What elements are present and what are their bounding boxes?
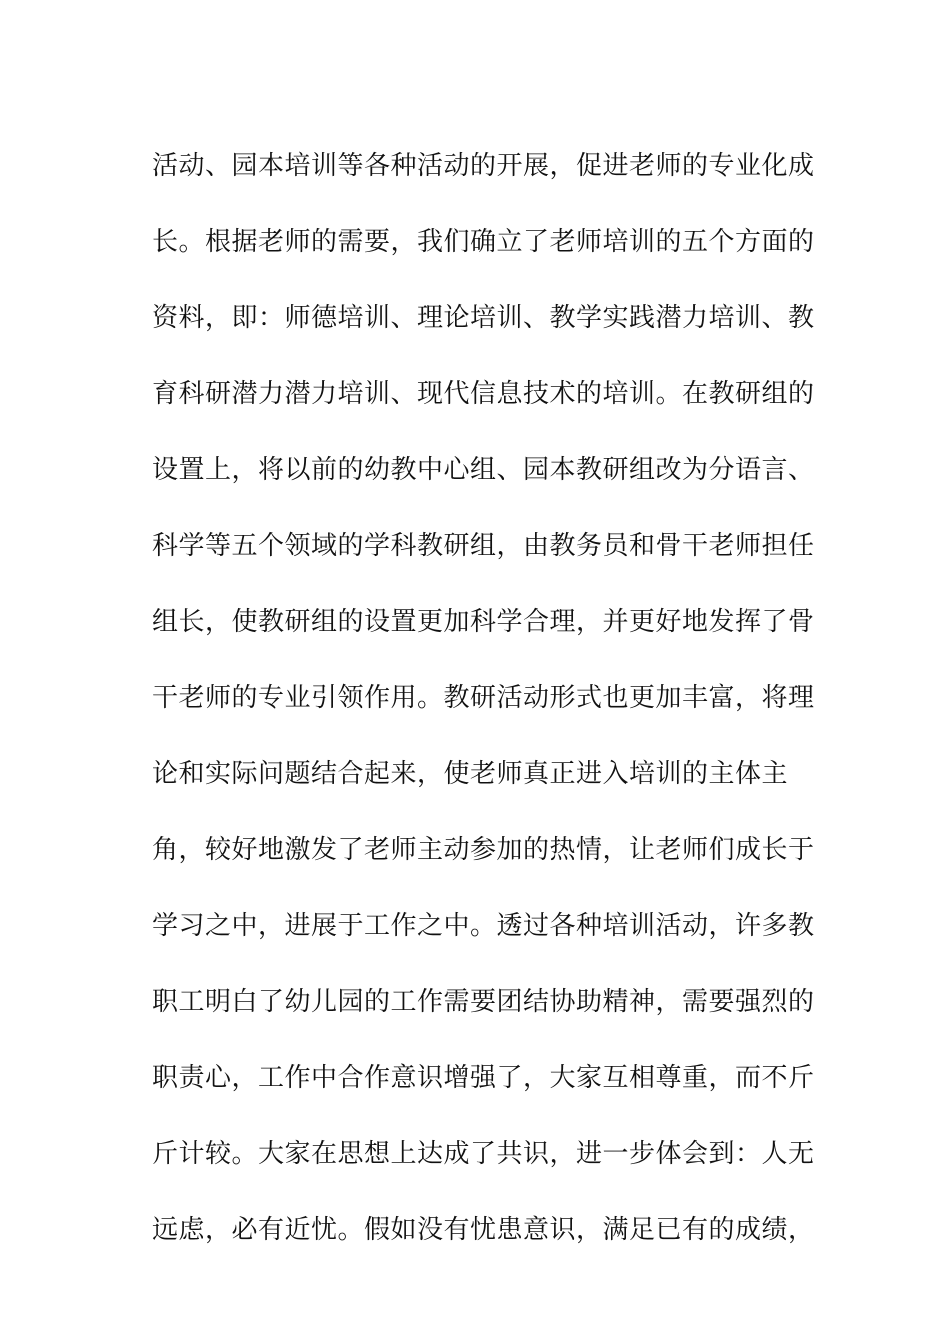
text-line: 职工明白了幼儿园的工作需要团结协助精神，需要强烈的 <box>152 987 815 1017</box>
text-line: 资料，即：师德培训、理论培训、教学实践潜力培训、教 <box>152 303 815 333</box>
text-line: 斤计较。大家在思想上达成了共识，进一步体会到：人无 <box>152 1139 815 1169</box>
text-line: 远虑，必有近忧。假如没有忧患意识，满足已有的成绩， <box>152 1215 815 1245</box>
text-line: 科学等五个领域的学科教研组，由教务员和骨干老师担任 <box>152 531 815 561</box>
text-line: 学习之中，进展于工作之中。透过各种培训活动，许多教 <box>152 911 815 941</box>
text-line: 论和实际问题结合起来，使老师真正进入培训的主体主 <box>152 759 789 789</box>
text-line: 职责心，工作中合作意识增强了，大家互相尊重，而不斤 <box>152 1063 815 1093</box>
text-line: 活动、园本培训等各种活动的开展，促进老师的专业化成 <box>152 151 815 181</box>
text-line: 干老师的专业引领作用。教研活动形式也更加丰富，将理 <box>152 683 815 713</box>
text-line: 角，较好地激发了老师主动参加的热情，让老师们成长于 <box>152 835 815 865</box>
text-line: 长。根据老师的需要，我们确立了老师培训的五个方面的 <box>152 227 815 257</box>
text-line: 组长，使教研组的设置更加科学合理，并更好地发挥了骨 <box>152 607 815 637</box>
body-text <box>152 128 815 1268</box>
text-line: 设置上，将以前的幼教中心组、园本教研组改为分语言、 <box>152 455 815 485</box>
text-line: 育科研潜力潜力培训、现代信息技术的培训。在教研组的 <box>152 379 815 409</box>
